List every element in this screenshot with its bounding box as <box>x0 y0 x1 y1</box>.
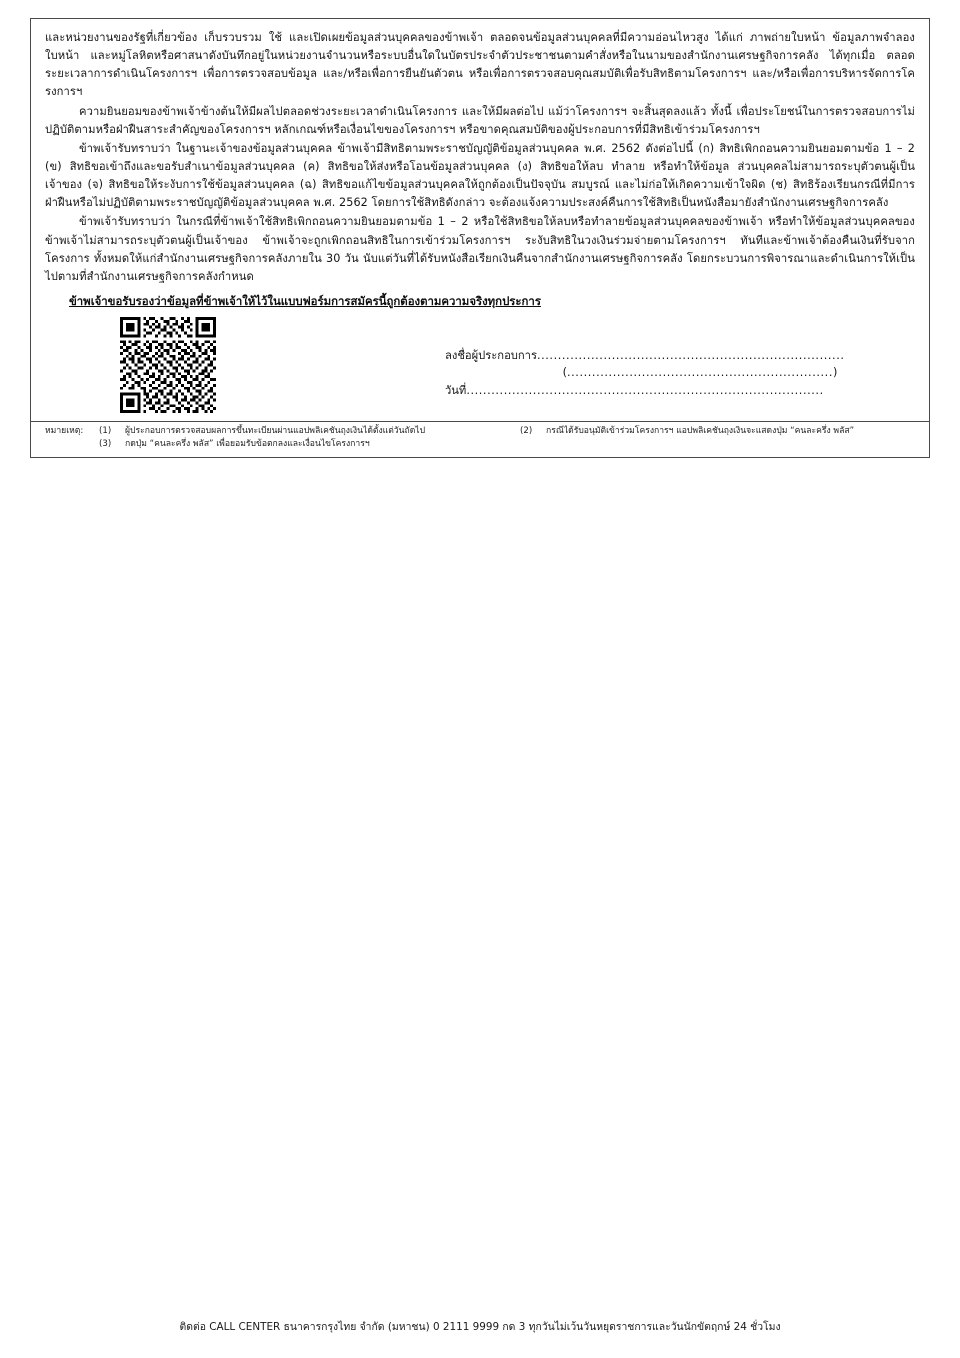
note-number-2: (2) <box>520 425 533 436</box>
operator-name-line[interactable]: ................................................................ <box>567 366 833 380</box>
note-number-1: (1) <box>99 425 112 436</box>
operator-signature-label: ลงชื่อผู้ประกอบการ <box>445 348 537 362</box>
consent-form-box <box>30 18 930 458</box>
declaration-statement: ข้าพเจ้าขอรับรองว่าข้อมูลที่ข้าพเจ้าให้ไว้ในแบบฟอร์มการสมัครนี้ถูกต้องตามความจริงทุกประการ <box>69 293 541 308</box>
paren-open: ( <box>562 366 567 380</box>
paren-close: ) <box>833 366 838 380</box>
paragraph-1: และหน่วยงานของรัฐที่เกี่ยวข้อง เก็บรวบรวม ใช้ และเปิดเผยข้อมูลส่วนบุคคลของข้าพเจ้า ตลอดจนข้อมูลส่วนบุคคลที่มีความอ่อนไหวสูง ได้แก่ ภาพถ่ายใบหน้า ข้อมูลภาพจำลองใบหน้า และหมู่โลหิตหรือศาสนาดังบันทึกอยู่ในหน่วยงานจำนวนหรือระบบอื่นใดในบัตรประจำตัวประชาชนตามคำสั่งหรือในนามของสำนักงานเศรษฐกิจการคลัง ได้ทุกเมื่อ ตลอดระยะเวลาการดำเนินโครงการฯ เพื่อการตรวจสอบข้อมูล และ/หรือเพื่อการยืนยันตัวตน หรือเพื่อการตรวจสอบคุณสมบัติเพื่อรับสิทธิตามโครงการฯ และ/หรือเพื่อการบริหารจัดการโครงการฯ <box>45 31 915 99</box>
signature-lines <box>445 347 915 399</box>
date-row <box>445 382 915 399</box>
notes-row-1 <box>99 425 915 438</box>
operator-signature-row <box>445 347 915 364</box>
paragraph-3: ข้าพเจ้ารับทราบว่า ในฐานะเจ้าของข้อมูลส่วนบุคคล ข้าพเจ้ามีสิทธิตามพระราชบัญญัติข้อมูลส่วนบุคคล พ.ศ. 2562 ดังต่อไปนี้ (ก) สิทธิเพิกถอนความยินยอมตามข้อ 1 – 2 (ข) สิทธิขอเข้าถึงและขอรับสำเนาข้อมูลส่วนบุคคล (ค) สิทธิขอให้ส่งหรือโอนข้อมูลส่วนบุคคล (ง) สิทธิขอให้ลบ ทำลาย หรือทำให้ข้อมูล ส่วนบุคคลไม่สามารถระบุตัวตนผู้เป็นเจ้าของ (จ) สิทธิขอให้ระงับการใช้ข้อมูลส่วนบุคคล (ฉ) สิทธิขอแก้ไขข้อมูลส่วนบุคคลให้ถูกต้องเป็นปัจจุบัน สมบูรณ์ และไม่ก่อให้เกิดความเข้าใจผิด (ช) สิทธิร้องเรียนกรณีที่มีการฝ่าฝืนหรือไม่ปฏิบัติตามพระราชบัญญัติข้อมูลส่วนบุคคล พ.ศ. 2562 โดยการใช้สิทธิดังกล่าว จะต้องแจ้งความประสงค์คืนการใช้สิทธิเป็นหนังสือมายังสำนักงานเศรษฐกิจการคลัง <box>45 141 915 210</box>
paragraph-4: ข้าพเจ้ารับทราบว่า ในกรณีที่ข้าพเจ้าใช้สิทธิเพิกถอนความยินยอมตามข้อ 1 – 2 หรือใช้สิทธิขอให้ลบหรือทำลายข้อมูลส่วนบุคคลของข้าพเจ้า หรือทำให้ข้อมูลส่วนบุคคลของข้าพเจ้าไม่สามารถระบุตัวตนผู้เป็นเจ้าของ ข้าพเจ้าจะถูกเพิกถอนสิทธิในการเข้าร่วมโครงการฯ ระงับสิทธิในวงเงินร่วมจ่ายตามโครงการฯ ทันทีและข้าพเจ้าต้องคืนเงินที่รับจากโครงการ ทั้งหมดให้แก่สำนักงานเศรษฐกิจการคลังภายใน 30 วัน นับแต่วันที่ได้รับหนังสือเรียกเงินคืนจากสำนักงานเศรษฐกิจการคลัง โดยกระบวนการพิจารณาและดำเนินการให้เป็นไปตามที่สำนักงานเศรษฐกิจการคลังกำหนด <box>45 215 915 283</box>
notes-body <box>99 425 915 451</box>
qr-code-icon <box>120 317 216 413</box>
notes-row-2 <box>99 438 915 451</box>
note-number-3: (3) <box>99 438 112 449</box>
note-text-1: ผู้ประกอบการตรวจสอบผลการขึ้นทะเบียนผ่านแอปพลิเคชันถุงเงินได้ตั้งแต่วันถัดไป <box>125 425 426 436</box>
signature-block <box>45 315 915 419</box>
paragraph-2: ความยินยอมของข้าพเจ้าข้างต้นให้มีผลไปตลอดช่วงระยะเวลาดำเนินโครงการ และให้มีผลต่อไป แม้ว่าโครงการฯ จะสิ้นสุดลงแล้ว ทั้งนี้ เพื่อประโยชน์ในการตรวจสอบการไม่ปฏิบัติตามหรือฝ่าฝืนสาระสำคัญของโครงการฯ หลักเกณฑ์หรือเงื่อนไขของโครงการฯ หรือขาดคุณสมบัติของผู้ประกอบการที่มีสิทธิเข้าร่วมโครงการฯ <box>45 104 915 136</box>
operator-signature-line[interactable]: .......................................................................... <box>536 348 845 362</box>
notes-section <box>45 422 915 451</box>
note-text-2: กรณีได้รับอนุมัติเข้าร่วมโครงการฯ แอปพลิเคชันถุงเงินจะแสดงปุ่ม “คนละครึ่ง พลัส” <box>546 425 855 436</box>
date-label: วันที่ <box>445 383 467 397</box>
date-line[interactable]: ...................................................................................... <box>466 383 824 397</box>
operator-name-row <box>445 364 915 381</box>
page-footer: ติดต่อ CALL CENTER ธนาคารกรุงไทย จำกัด (มหาชน) 0 2111 9999 กด 3 ทุกวันไม่เว้นวันหยุดราชการและวันนักขัตฤกษ์ 24 ชั่วโมง <box>179 1321 781 1333</box>
note-text-3: กดปุ่ม “คนละครึ่ง พลัส” เพื่อยอมรับข้อตกลงและเงื่อนไขโครงการฯ <box>125 438 370 449</box>
notes-label: หมายเหตุ: <box>45 425 84 436</box>
